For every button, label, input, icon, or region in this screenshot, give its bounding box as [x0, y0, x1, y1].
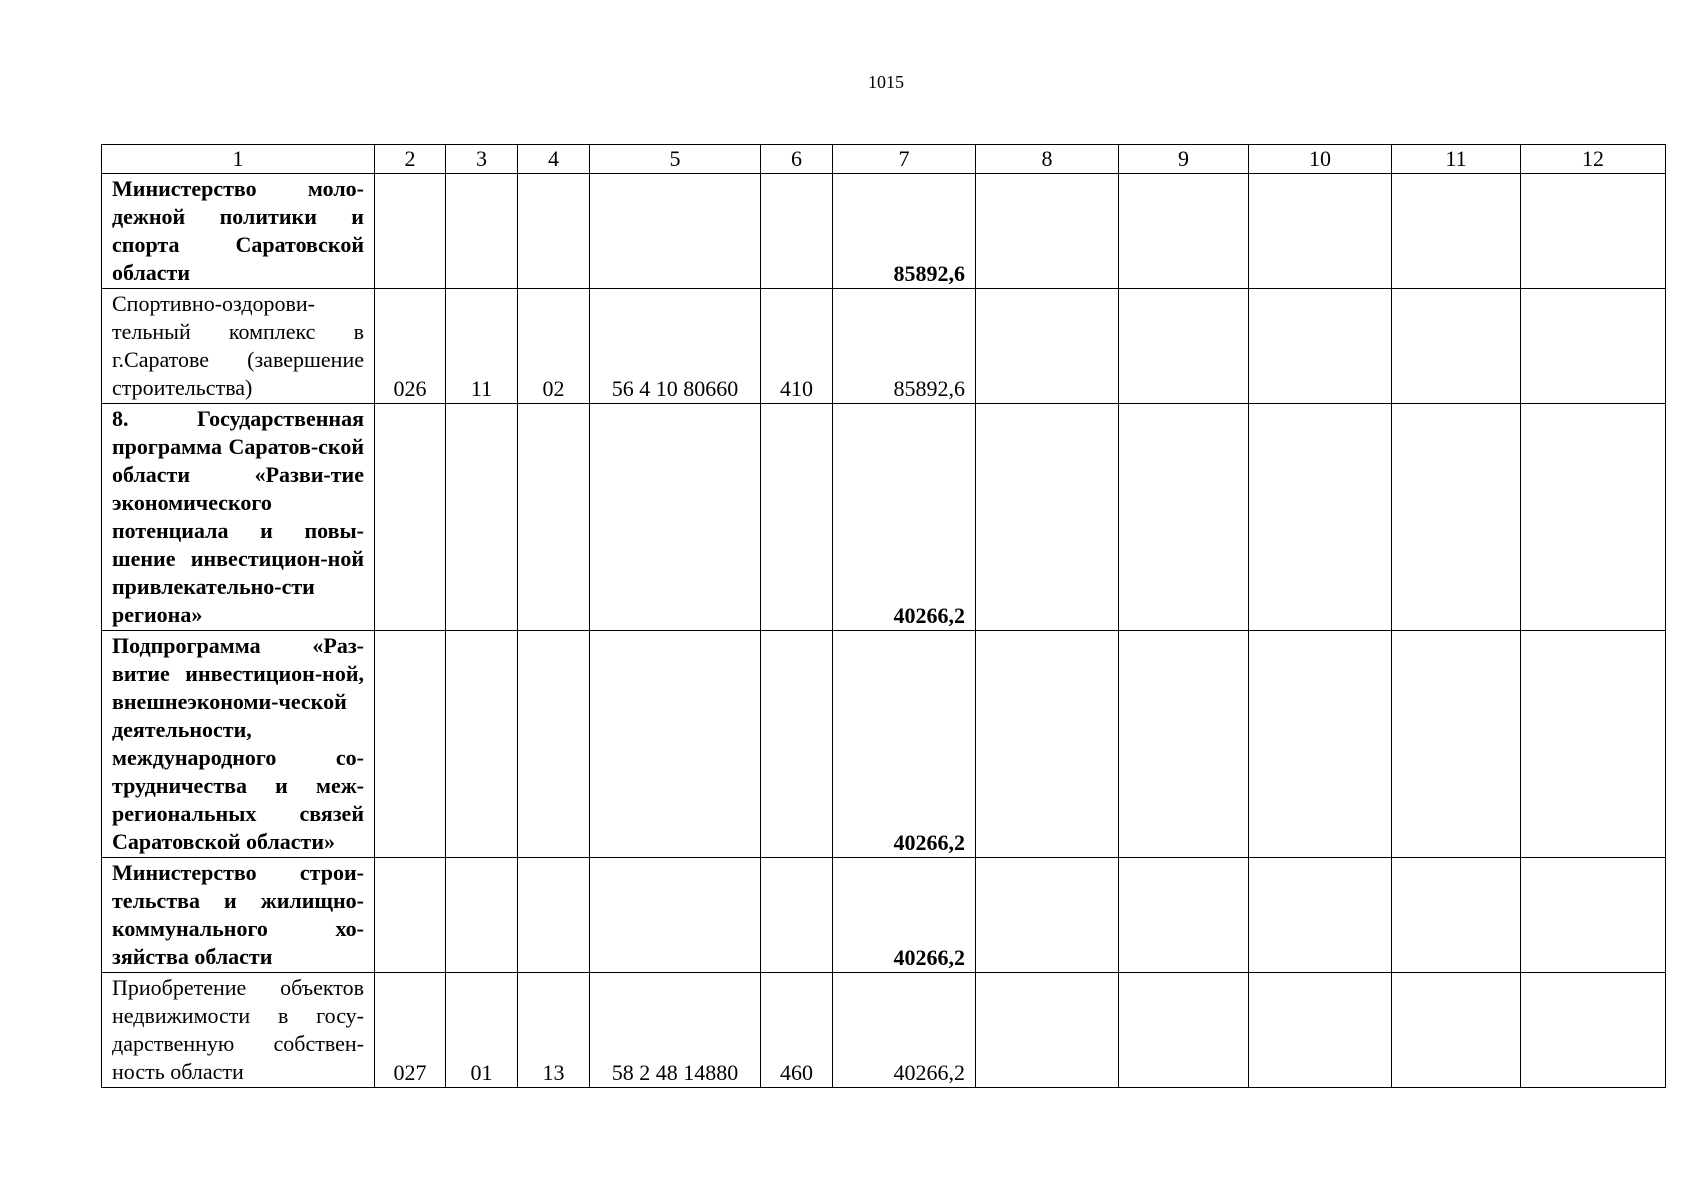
- cell-empty: [1392, 858, 1521, 973]
- cell-subsection: [518, 404, 590, 631]
- cell-empty: [1392, 289, 1521, 404]
- cell-empty: [1249, 289, 1392, 404]
- cell-subsection: 13: [518, 973, 590, 1088]
- cell-section: 01: [446, 973, 518, 1088]
- cell-ministry-code: [375, 404, 446, 631]
- cell-empty: [976, 858, 1119, 973]
- column-number: 10: [1249, 145, 1392, 174]
- cell-target-item: [590, 858, 761, 973]
- cell-subsection: [518, 174, 590, 289]
- column-number: 6: [761, 145, 833, 174]
- table-row: [102, 174, 1666, 289]
- cell-amount: 40266,2: [833, 404, 976, 631]
- cell-subsection: [518, 858, 590, 973]
- column-number: 5: [590, 145, 761, 174]
- column-number: 2: [375, 145, 446, 174]
- cell-empty: [976, 631, 1119, 858]
- column-number-row: [102, 145, 1666, 174]
- cell-empty: [1249, 858, 1392, 973]
- cell-empty: [976, 174, 1119, 289]
- cell-empty: [976, 404, 1119, 631]
- column-number: 8: [976, 145, 1119, 174]
- table-row: [102, 973, 1666, 1088]
- cell-empty: [1249, 404, 1392, 631]
- cell-expense-type: [761, 404, 833, 631]
- cell-empty: [1521, 404, 1666, 631]
- row-name: Приобретение объектов недвижимости в госу-дарственную собствен-ность области: [102, 973, 375, 1088]
- table-row: [102, 631, 1666, 858]
- cell-ministry-code: [375, 858, 446, 973]
- cell-expense-type: [761, 858, 833, 973]
- cell-ministry-code: 027: [375, 973, 446, 1088]
- column-number: 9: [1119, 145, 1249, 174]
- cell-empty: [1521, 973, 1666, 1088]
- cell-empty: [1392, 404, 1521, 631]
- cell-empty: [1521, 631, 1666, 858]
- cell-section: 11: [446, 289, 518, 404]
- cell-empty: [1392, 973, 1521, 1088]
- row-name: Подпрограмма «Раз-витие инвестицион-ной, внешнеэкономи-ческой деятельности, международного со-трудничества и меж-региональных связей Саратовской области»: [102, 631, 375, 858]
- cell-ministry-code: [375, 174, 446, 289]
- cell-subsection: 02: [518, 289, 590, 404]
- table-row: [102, 404, 1666, 631]
- cell-subsection: [518, 631, 590, 858]
- cell-empty: [1392, 174, 1521, 289]
- cell-empty: [1119, 289, 1249, 404]
- column-number: 7: [833, 145, 976, 174]
- budget-table: [101, 144, 1666, 1088]
- cell-empty: [1521, 174, 1666, 289]
- cell-empty: [1249, 631, 1392, 858]
- cell-amount: 40266,2: [833, 973, 976, 1088]
- column-number: 1: [102, 145, 375, 174]
- cell-amount: 40266,2: [833, 631, 976, 858]
- cell-empty: [1392, 631, 1521, 858]
- cell-expense-type: [761, 174, 833, 289]
- table-row: [102, 289, 1666, 404]
- cell-expense-type: 460: [761, 973, 833, 1088]
- cell-target-item: [590, 404, 761, 631]
- cell-expense-type: 410: [761, 289, 833, 404]
- cell-target-item: [590, 174, 761, 289]
- row-name: Министерство моло-дежной политики и спорта Саратовской области: [102, 174, 375, 289]
- column-number: 12: [1521, 145, 1666, 174]
- cell-empty: [1249, 973, 1392, 1088]
- cell-empty: [976, 289, 1119, 404]
- cell-amount: 85892,6: [833, 174, 976, 289]
- row-name: Спортивно-оздорови-тельный комплекс в г.Саратове (завершение строительства): [102, 289, 375, 404]
- cell-amount: 85892,6: [833, 289, 976, 404]
- cell-empty: [976, 973, 1119, 1088]
- cell-empty: [1249, 174, 1392, 289]
- cell-expense-type: [761, 631, 833, 858]
- cell-target-item: 58 2 48 14880: [590, 973, 761, 1088]
- column-number: 4: [518, 145, 590, 174]
- cell-section: [446, 174, 518, 289]
- cell-section: [446, 631, 518, 858]
- cell-target-item: 56 4 10 80660: [590, 289, 761, 404]
- column-number: 3: [446, 145, 518, 174]
- row-name: 8. Государственная программа Саратов-ской области «Разви-тие экономического потенциала и повы-шение инвестицион-ной привлекательно-сти региона»: [102, 404, 375, 631]
- cell-section: [446, 858, 518, 973]
- cell-empty: [1119, 631, 1249, 858]
- cell-amount: 40266,2: [833, 858, 976, 973]
- cell-empty: [1119, 404, 1249, 631]
- page-number: 1015: [868, 72, 904, 92]
- cell-empty: [1119, 174, 1249, 289]
- row-name: Министерство строи-тельства и жилищно-коммунального хо-зяйства области: [102, 858, 375, 973]
- cell-section: [446, 404, 518, 631]
- cell-ministry-code: 026: [375, 289, 446, 404]
- table-row: [102, 858, 1666, 973]
- cell-empty: [1119, 973, 1249, 1088]
- column-number: 11: [1392, 145, 1521, 174]
- cell-target-item: [590, 631, 761, 858]
- cell-ministry-code: [375, 631, 446, 858]
- cell-empty: [1521, 289, 1666, 404]
- cell-empty: [1119, 858, 1249, 973]
- cell-empty: [1521, 858, 1666, 973]
